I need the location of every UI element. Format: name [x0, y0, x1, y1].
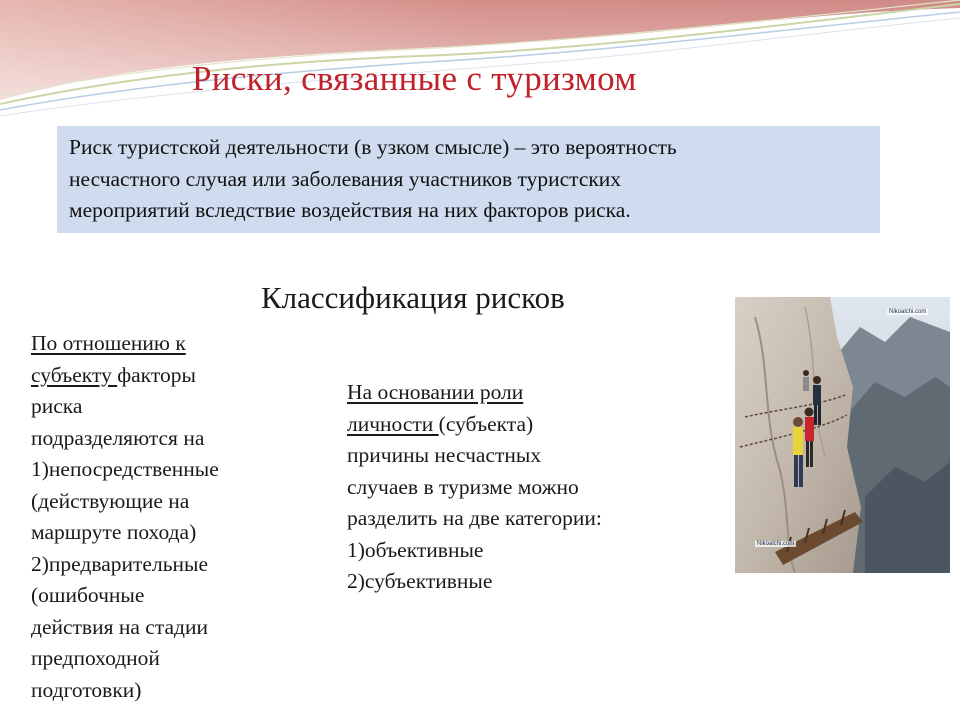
- definition-line: Риск туристской деятельности (в узком смысле) – это вероятность: [69, 135, 677, 159]
- column-line: предпоходной: [31, 646, 160, 670]
- column-line: 1)непосредственные: [31, 457, 219, 481]
- column-line: причины несчастных: [347, 443, 542, 467]
- column-line: разделить на две категории:: [347, 506, 602, 530]
- column-line: подготовки): [31, 677, 142, 702]
- column-text: факторы: [117, 362, 196, 387]
- underlined-phrase: На основании роли: [347, 380, 524, 404]
- slide-title: Риски, связанные с туризмом: [192, 59, 637, 98]
- column-line: 2)предварительные: [31, 551, 208, 576]
- column-line: риска: [31, 394, 83, 418]
- definition-box: [57, 126, 880, 233]
- classification-heading: Классификация рисков: [261, 280, 565, 315]
- column-text: (субъекта): [438, 411, 534, 436]
- column-line: случаев в туризме можно: [347, 474, 579, 499]
- mountain-cliff-illustration: [735, 297, 950, 573]
- column-line: действия на стадии: [31, 614, 208, 639]
- underlined-phrase: субъекту: [31, 362, 118, 387]
- cliff-walk-photo: [735, 297, 950, 573]
- personality-role-column: [347, 377, 712, 598]
- subject-factors-column: [31, 328, 301, 706]
- underlined-phrase: личности: [347, 411, 439, 436]
- photo-watermark: Nikoalchi.com: [889, 309, 927, 315]
- underlined-phrase: По отношению к: [31, 331, 186, 355]
- column-line: подразделяются на: [31, 425, 205, 450]
- photo-watermark: Nikoalchi.com: [757, 541, 795, 547]
- definition-line: мероприятий вследствие воздействия на них факторов риска.: [69, 198, 631, 222]
- column-line: 1)объективные: [347, 537, 484, 562]
- column-line: (ошибочные: [31, 583, 145, 607]
- column-line: маршруте похода): [31, 520, 197, 544]
- column-line: 2)субъективные: [347, 569, 493, 593]
- definition-line: несчастного случая или заболевания участников туристских: [69, 166, 622, 191]
- column-line: (действующие на: [31, 488, 190, 513]
